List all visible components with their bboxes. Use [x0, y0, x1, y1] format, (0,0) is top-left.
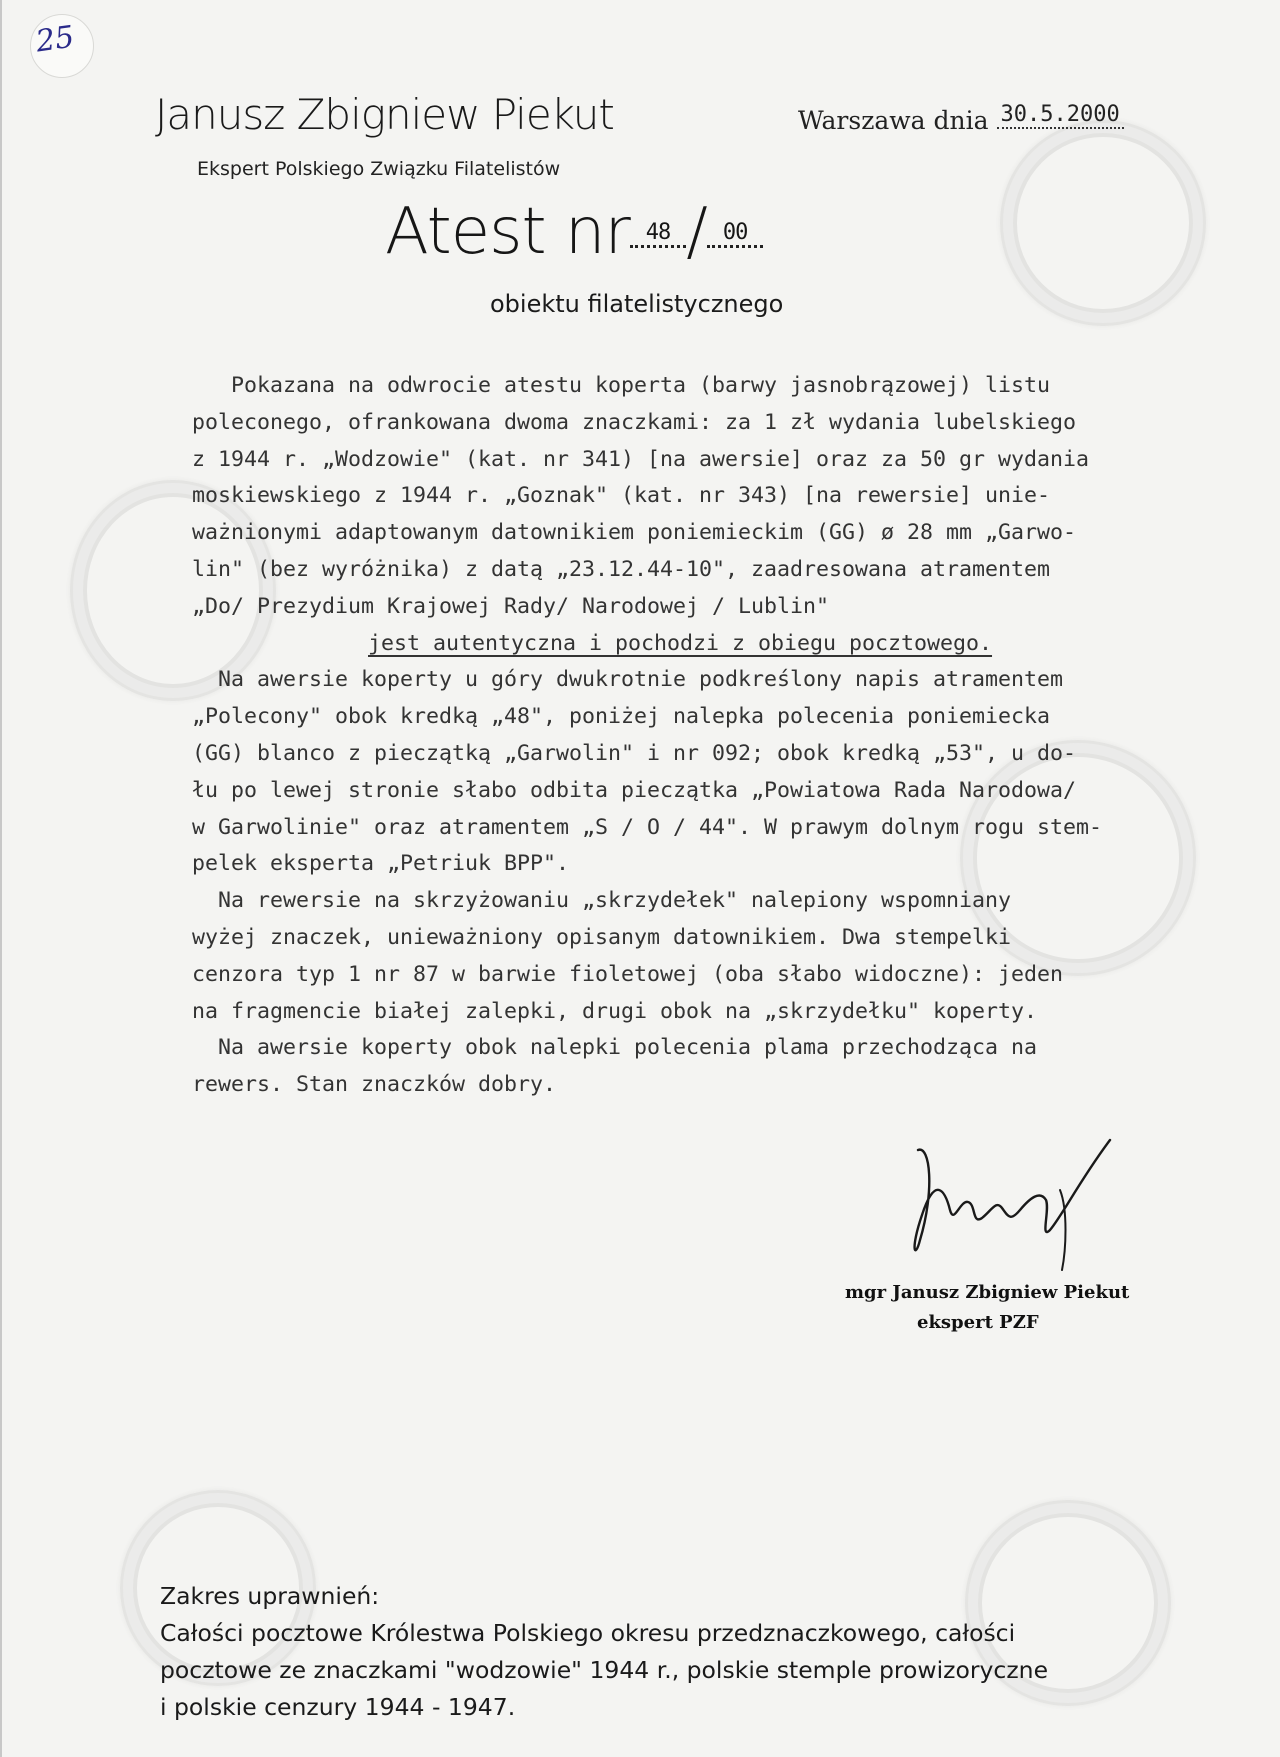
- body-line: w Garwolinie" oraz atramentem „S / O / 44". W prawym dolnym rogu stem-: [192, 814, 1103, 840]
- body-line: Na awersie koperty u góry dwukrotnie podkreślony napis atramentem: [192, 667, 1064, 693]
- signature-block: [845, 1278, 1129, 1338]
- verdict-line: [192, 626, 1252, 663]
- body-line: Na awersie koperty obok nalepki polecenia plama przechodząca na: [192, 1035, 1038, 1061]
- authorization-scope: [160, 1578, 1210, 1726]
- body-line: z 1944 r. „Wodzowie" (kat. nr 341) [na awersie] oraz za 50 gr wydania: [192, 446, 1090, 472]
- place-date: [798, 102, 1124, 135]
- verdict-text: jest autentyczna i pochodzi z obiegu pocztowego.: [368, 630, 993, 656]
- scope-line: pocztowe ze znaczkami "wodzowie" 1944 r., polskie stemple prowizoryczne: [160, 1656, 1049, 1684]
- body-line: cenzora typ 1 nr 87 w barwie fioletowej (oba słabo widoczne): jeden: [192, 961, 1064, 987]
- body-line: „Do/ Prezydium Krajowej Rady/ Narodowej / Lublin": [192, 593, 830, 619]
- body-line: „Polecony" obok kredką „48", poniżej nalepka polecenia poniemiecka: [192, 704, 1051, 730]
- handwritten-signature: [890, 1130, 1150, 1280]
- scope-line: i polskie cenzury 1944 - 1947.: [160, 1693, 516, 1721]
- body-line: ważnionymi adaptowanym datownikiem poniemieckim (GG) ø 28 mm „Garwo-: [192, 520, 1077, 546]
- letterhead-name: Janusz Zbigniew Piekut: [155, 90, 614, 139]
- body-line: rewers. Stan znaczków dobry.: [192, 1072, 557, 1098]
- body-line: łu po lewej stronie słabo odbita pieczątka „Powiatowa Rada Narodowa/: [192, 777, 1077, 803]
- body-line: na fragmencie białej zalepki, drugi obok na „skrzydełku" koperty.: [192, 998, 1038, 1024]
- attest-slash: /: [686, 195, 707, 269]
- scope-heading: Zakres uprawnień:: [160, 1582, 380, 1610]
- place-label: Warszawa dnia: [798, 106, 989, 135]
- corner-number: 25: [33, 19, 77, 60]
- scope-line: Całości pocztowe Królestwa Polskiego okresu przedznaczkowego, całości: [160, 1619, 1016, 1647]
- body-line: Na rewersie na skrzyżowaniu „skrzydełek" nalepiony wspomniany: [192, 888, 1012, 914]
- attest-label: Atest nr: [385, 195, 630, 269]
- attest-subtitle: obiektu filatelistycznego: [490, 290, 784, 318]
- body-line: Pokazana na odwrocie atestu koperta (barwy jasnobrązowej) listu: [192, 373, 1051, 398]
- embossed-seal-top-right: [1000, 120, 1206, 326]
- body-line: pelek eksperta „Petriuk BPP".: [192, 851, 570, 877]
- letterhead-subtitle: Ekspert Polskiego Związku Filatelistów: [197, 158, 561, 180]
- body-line: moskiewskiego z 1944 r. „Goznak" (kat. nr 343) [na rewersie] unie-: [192, 483, 1051, 509]
- body-line: wyżej znaczek, unieważniony opisanym datownikiem. Dwa stempelki: [192, 924, 1012, 950]
- body-line: poleconego, ofrankowana dwoma znaczkami: za 1 zł wydania lubelskiego: [192, 409, 1077, 435]
- signature-name: mgr Janusz Zbigniew Piekut: [845, 1282, 1130, 1303]
- date-value: 30.5.2000: [997, 102, 1124, 129]
- body-line: (GG) blanco z pieczątką „Garwolin" i nr 092; obok kredką „53", u do-: [192, 740, 1077, 766]
- attest-title: [385, 195, 763, 269]
- attest-body: [192, 368, 1252, 1104]
- scan-edge: [0, 0, 2, 1757]
- attest-number: 48: [630, 220, 687, 248]
- body-line: lin" (bez wyróżnika) z datą „23.12.44-10", zaadresowana atramentem: [192, 556, 1051, 582]
- signature-role: ekspert PZF: [917, 1312, 1039, 1333]
- attest-year: 00: [707, 220, 764, 248]
